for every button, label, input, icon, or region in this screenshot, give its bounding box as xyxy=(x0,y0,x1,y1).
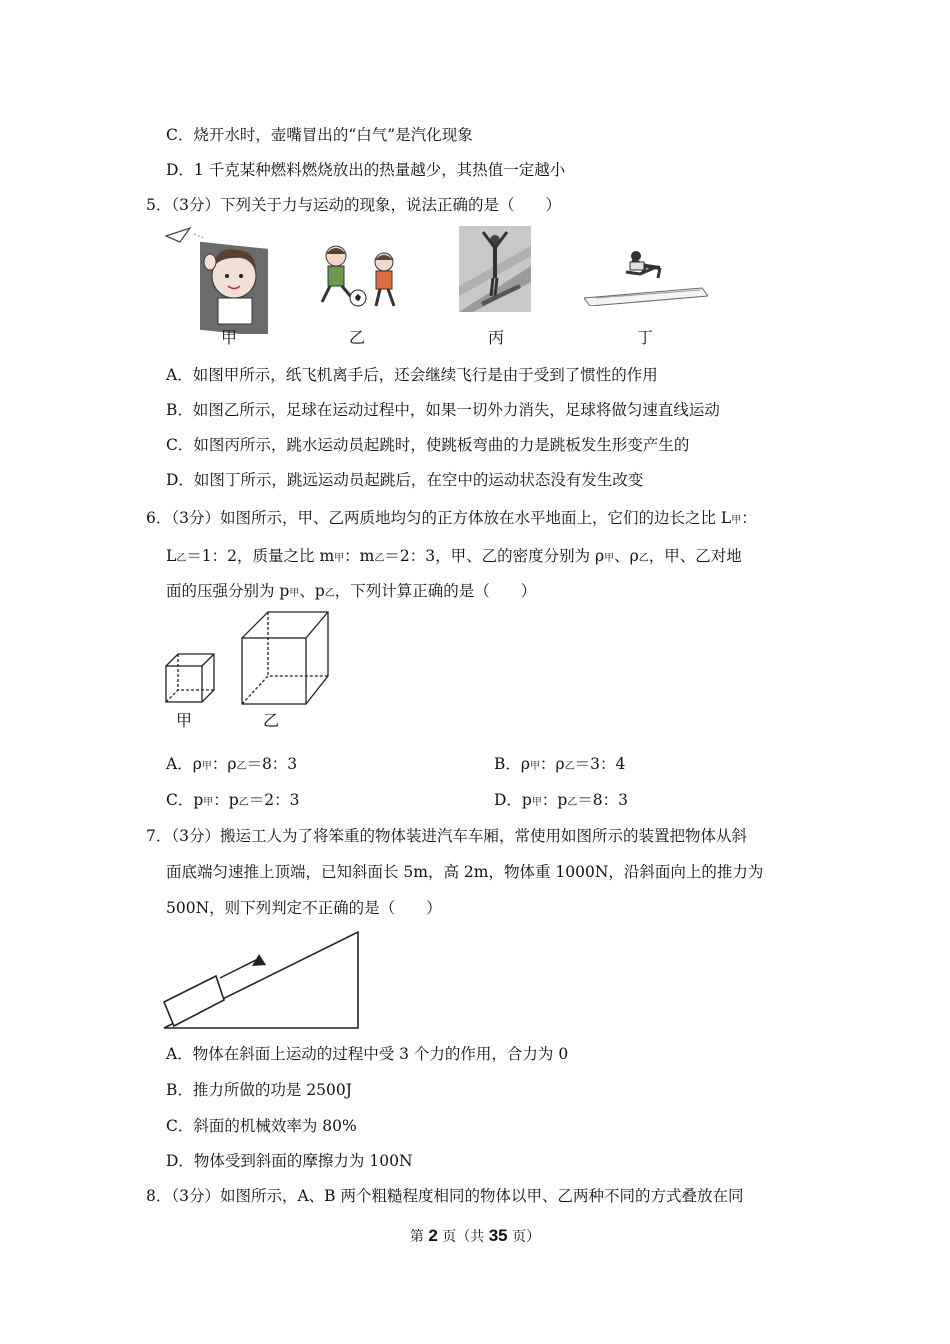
q6-option-c: C．p甲：p乙＝2：3 xyxy=(166,791,300,809)
caption-yi: 乙 xyxy=(349,328,366,347)
q7-option-c: C．斜面的机械效率为 80% xyxy=(166,1117,357,1135)
cube-label-jia: 甲 xyxy=(176,711,193,730)
q7-line-2: 面底端匀速推上顶端，已知斜面长 5m，高 2m，物体重 1000N，沿斜面向上的推力为 xyxy=(166,863,764,881)
page-footer: 第 2 页（共 35 页） xyxy=(409,1226,541,1245)
q5-stem: 5．（3分）下列关于力与运动的现象，说法正确的是（ ） xyxy=(146,196,561,214)
page-number: 2 xyxy=(428,1226,438,1245)
cube-label-yi: 乙 xyxy=(263,711,280,730)
q6-line-1: 6．（3分）如图所示，甲、乙两质地均匀的正方体放在水平地面上，它们的边长之比 L甲： xyxy=(146,509,757,527)
q5-option-b: B．如图乙所示，足球在运动过程中，如果一切外力消失，足球将做匀速直线运动 xyxy=(166,401,720,419)
diving-board-figure xyxy=(459,226,531,312)
q6-line-2: L乙＝1：2，质量之比 m甲：m乙＝2：3，甲、乙的密度分别为 ρ甲、ρ乙，甲、乙对地 xyxy=(166,547,742,565)
paper-plane-child-figure xyxy=(164,226,274,334)
q5-option-a: A．如图甲所示，纸飞机离手后，还会继续飞行是由于受到了惯性的作用 xyxy=(166,366,658,384)
q5-option-d: D．如图丁所示，跳远运动员起跳后，在空中的运动状态没有发生改变 xyxy=(166,471,644,489)
q5-option-c: C．如图丙所示，跳水运动员起跳时，使跳板弯曲的力是跳板发生形变产生的 xyxy=(166,436,690,454)
q4-option-d: D．1 千克某种燃料燃烧放出的热量越少，其热值一定越小 xyxy=(166,161,566,179)
long-jump-figure xyxy=(584,248,708,306)
caption-ding: 丁 xyxy=(637,328,654,347)
q6-option-b: B．ρ甲：ρ乙＝3：4 xyxy=(494,755,626,773)
q6-option-d: D．p甲：p乙＝8：3 xyxy=(494,791,629,809)
caption-jia: 甲 xyxy=(221,328,238,347)
q4-option-c: C．烧开水时，壶嘴冒出的“白气”是汽化现象 xyxy=(166,126,473,144)
q7-option-b: B．推力所做的功是 2500J xyxy=(166,1081,352,1099)
q6-option-a: A．ρ甲：ρ乙＝8：3 xyxy=(166,755,298,773)
q7-option-a: A．物体在斜面上运动的过程中受 3 个力的作用，合力为 0 xyxy=(166,1045,569,1063)
page-total: 35 xyxy=(488,1226,508,1245)
q7-line-3: 500N，则下列判定不正确的是（ ） xyxy=(166,899,442,917)
q7-option-d: D．物体受到斜面的摩擦力为 100N xyxy=(166,1152,413,1170)
football-kids-figure xyxy=(310,240,410,314)
q8-line-1: 8．（3分）如图所示，A、B 两个粗糙程度相同的物体以甲、乙两种不同的方式叠放在同 xyxy=(146,1187,744,1205)
caption-bing: 丙 xyxy=(488,328,505,347)
cubes-figure xyxy=(160,610,336,708)
q6-line-3: 面的压强分别为 p甲、p乙，下列计算正确的是（ ） xyxy=(166,582,537,600)
incline-figure xyxy=(160,928,364,1032)
q7-line-1: 7．（3分）搬运工人为了将笨重的物体装进汽车车厢，常使用如图所示的装置把物体从斜 xyxy=(146,827,747,845)
